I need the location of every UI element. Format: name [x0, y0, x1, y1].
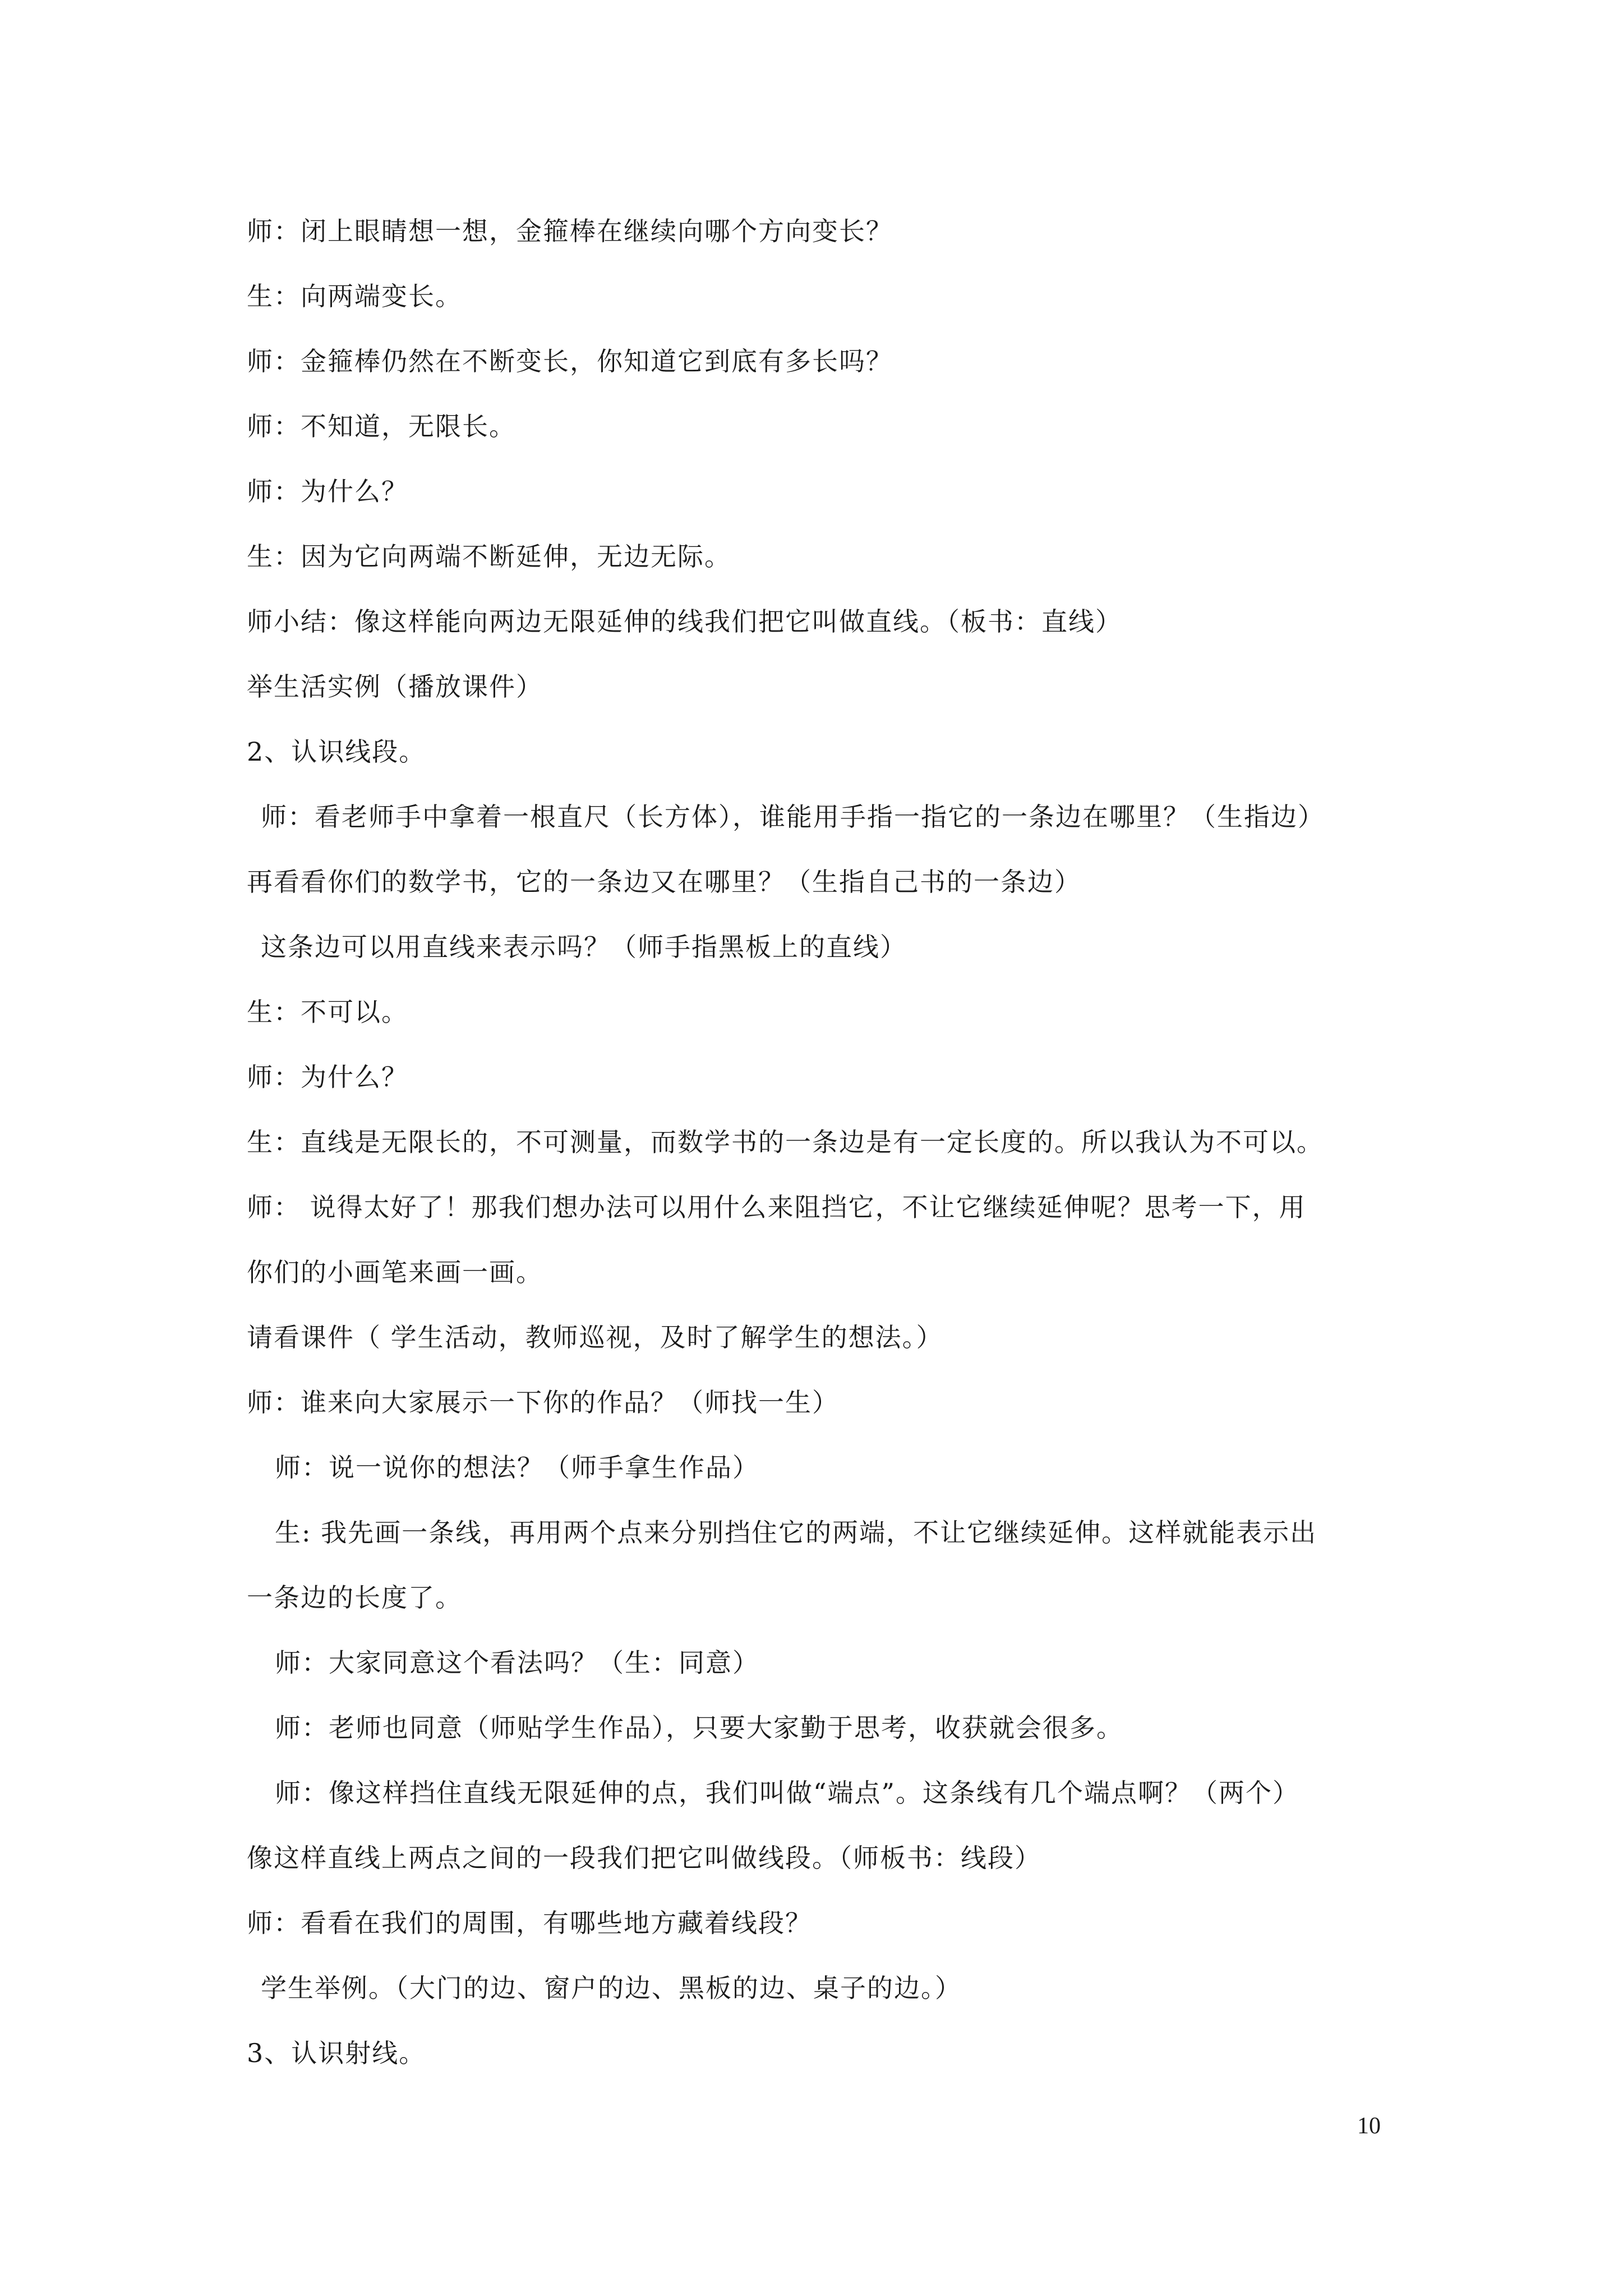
text-line: 师：大家同意这个看法吗？（生：同意） — [275, 1648, 759, 1678]
text-line: 像这样直线上两点之间的一段我们把它叫做线段。（师板书：线段） — [247, 1843, 1041, 1873]
text-line: 举生活实例（播放课件） — [247, 671, 543, 702]
text-line: 生：因为它向两端不断延伸，无边无际。 — [247, 541, 731, 572]
text-line: 师：金箍棒仍然在不断变长，你知道它到底有多长吗？ — [247, 346, 893, 376]
text-line: 师：像这样挡住直线无限延伸的点，我们叫做“端点”。这条线有几个端点啊？（两个） — [275, 1778, 1300, 1808]
text-line: 师：闭上眼睛想一想，金箍棒在继续向哪个方向变长？ — [247, 216, 893, 246]
text-line: 师：为什么？ — [247, 1062, 408, 1092]
text-line: 师：谁来向大家展示一下你的作品？（师找一生） — [247, 1387, 839, 1418]
section-heading: 2、认识线段。 — [247, 737, 426, 767]
text-line: 师：不知道，无限长。 — [247, 411, 516, 441]
text-line: 生：向两端变长。 — [247, 281, 462, 311]
text-line: 师： 说得太好了！那我们想办法可以用什么来阻挡它，不让它继续延伸呢？思考一下，用 — [247, 1192, 1306, 1222]
text-line: 学生举例。（大门的边、窗户的边、黑板的边、桌子的边。） — [261, 1973, 962, 2003]
text-line: 生：直线是无限长的，不可测量，而数学书的一条边是有一定长度的。所以我认为不可以。 — [247, 1127, 1324, 1157]
text-line: 师：老师也同意（师贴学生作品），只要大家勤于思考，收获就会很多。 — [275, 1713, 1123, 1743]
section-heading: 3、认识射线。 — [247, 2038, 426, 2068]
text-line: 生：不可以。 — [247, 997, 408, 1027]
text-line: 一条边的长度了。 — [247, 1582, 462, 1613]
text-line: 请看课件（ 学生活动，教师巡视，及时了解学生的想法。） — [247, 1322, 943, 1352]
text-line: 生: 我先画一条线，再用两个点来分别挡住它的两端，不让它继续延伸。这样就能表示出 — [275, 1517, 1317, 1548]
text-line: 你们的小画笔来画一画。 — [247, 1257, 543, 1287]
text-line: 师：说一说你的想法？（师手拿生作品） — [275, 1452, 759, 1483]
text-line: 这条边可以用直线来表示吗？（师手指黑板上的直线） — [261, 932, 907, 962]
text-line: 师：看老师手中拿着一根直尺（长方体），谁能用手指一指它的一条边在哪里？（生指边） — [261, 802, 1325, 832]
text-line: 师小结：像这样能向两边无限延伸的线我们把它叫做直线。（板书：直线） — [247, 606, 1122, 637]
page-number: 10 — [1357, 2113, 1381, 2139]
text-line: 再看看你们的数学书，它的一条边又在哪里？（生指自己书的一条边） — [247, 867, 1081, 897]
text-line: 师：看看在我们的周围，有哪些地方藏着线段？ — [247, 1908, 812, 1938]
text-line: 师：为什么？ — [247, 476, 408, 507]
